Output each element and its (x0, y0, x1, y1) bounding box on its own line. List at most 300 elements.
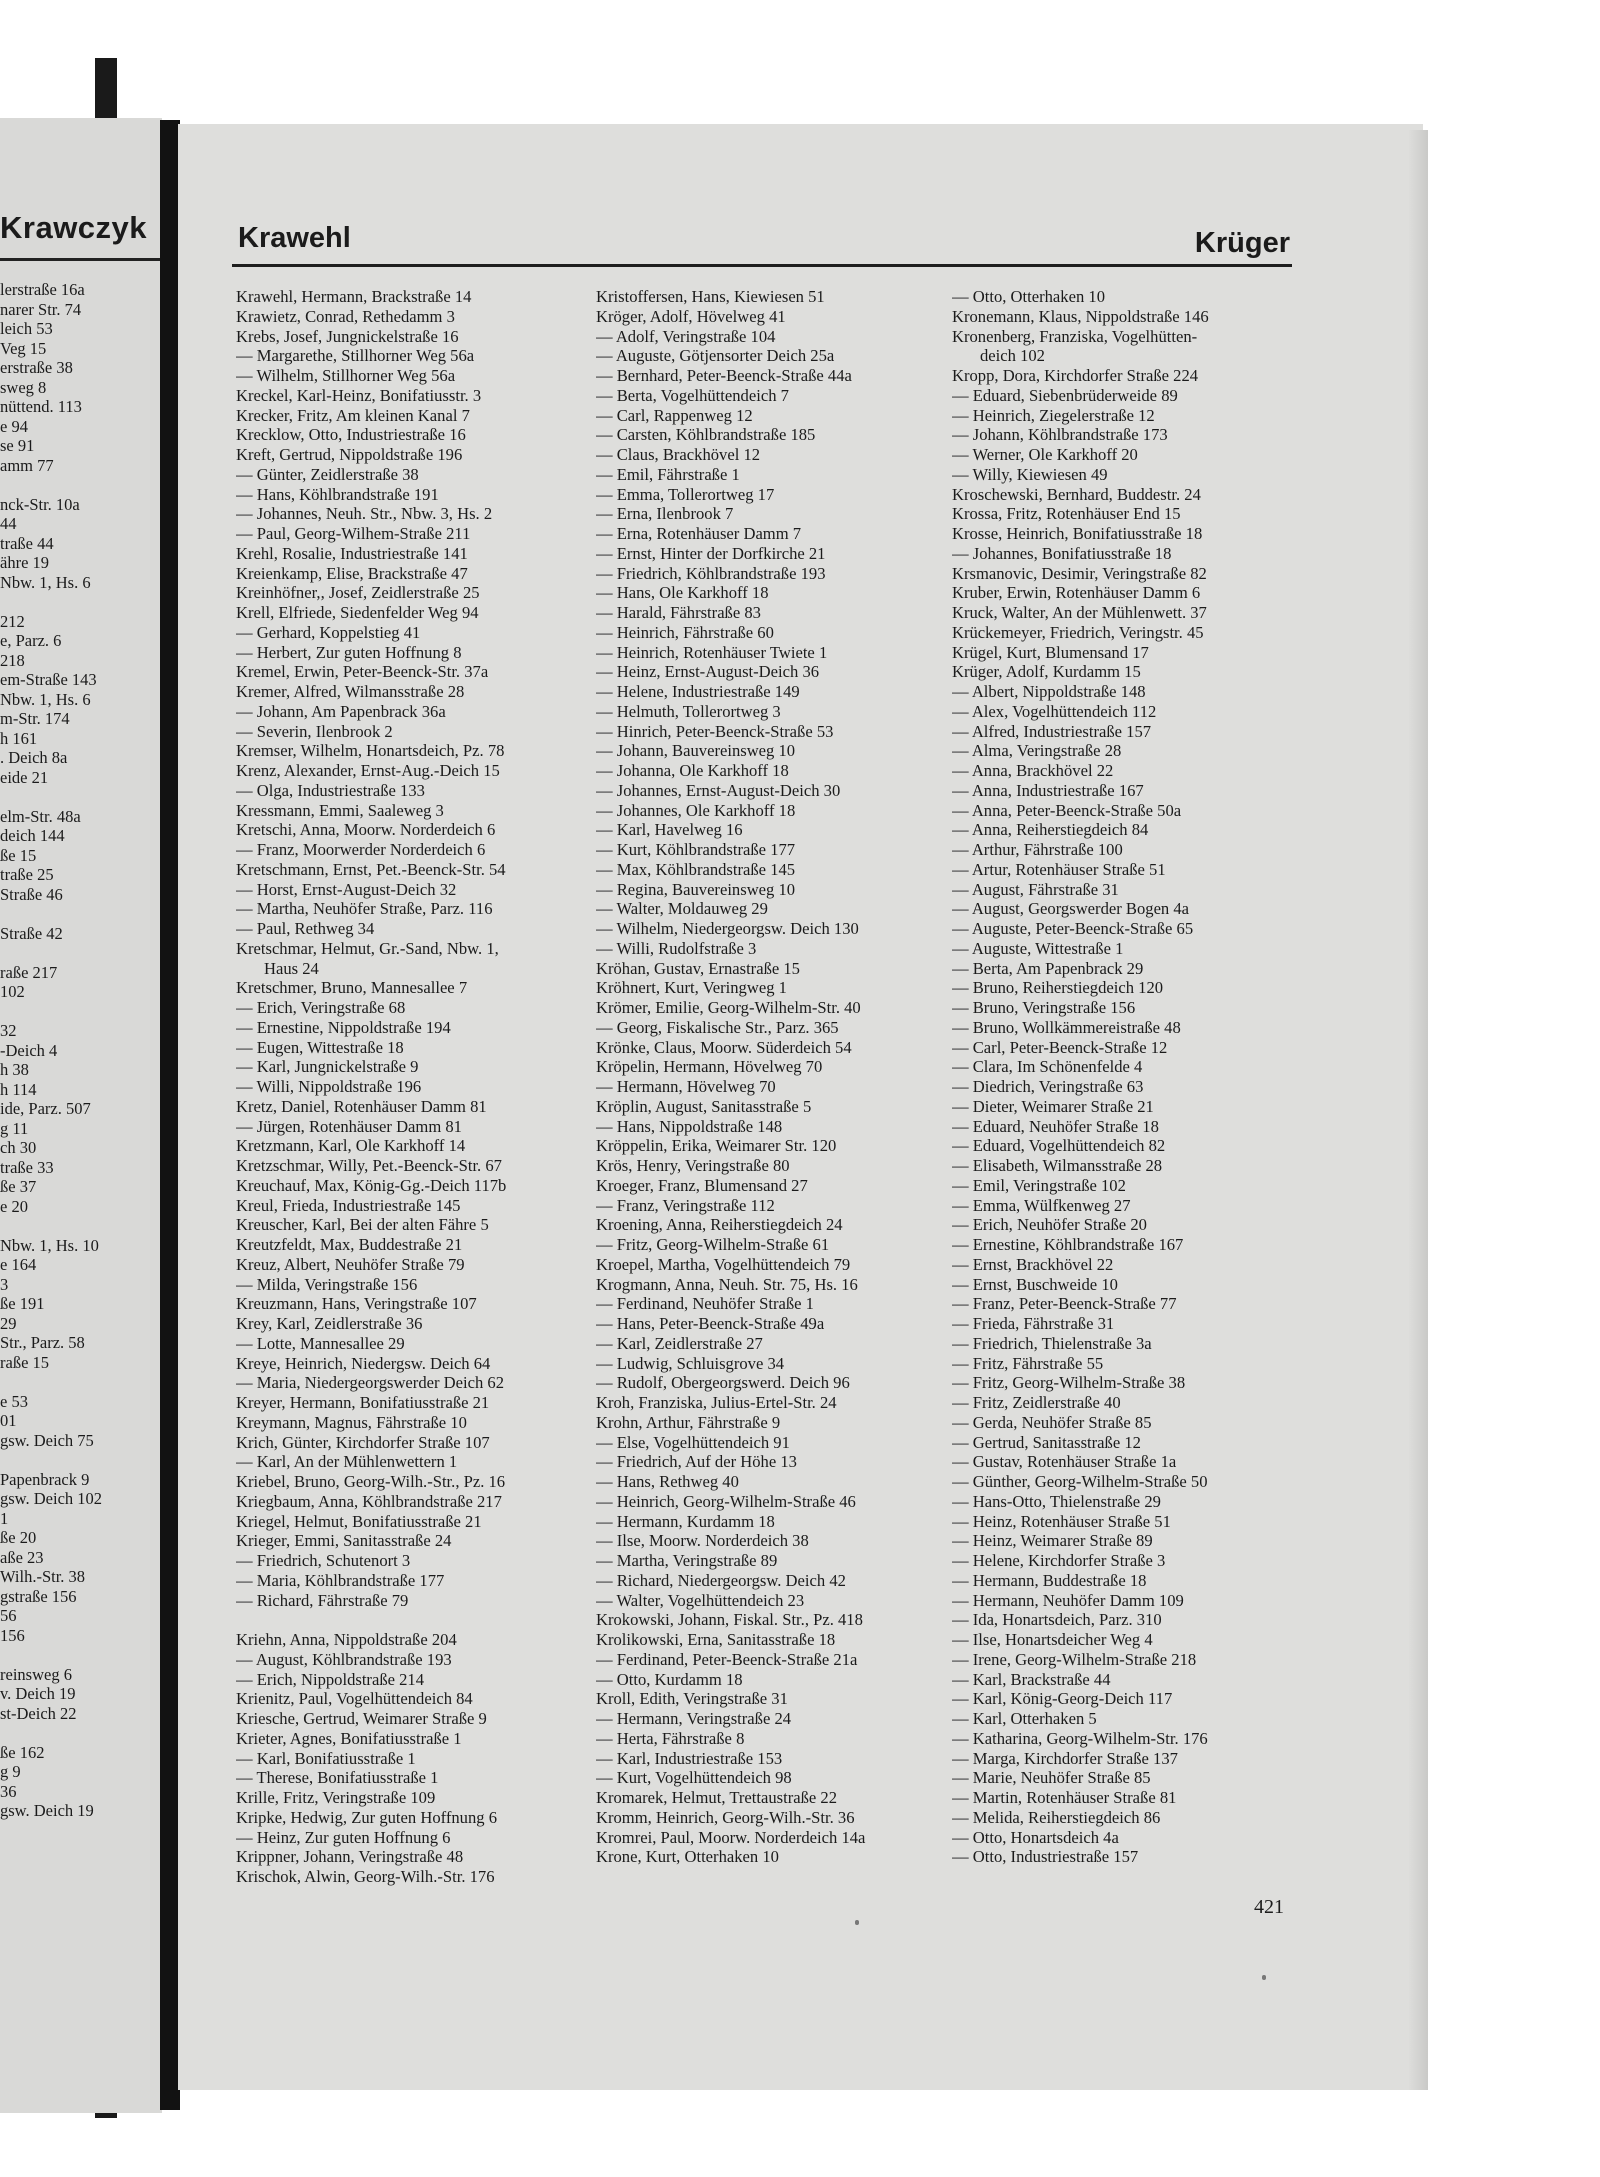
directory-entry: — Maria, Köhlbrandstraße 177 (236, 1570, 445, 1590)
directory-entry: — Johannes, Neuh. Str., Nbw. 3, Hs. 2 (236, 504, 493, 524)
directory-entry: — Otto, Industriestraße 157 (952, 1847, 1139, 1867)
directory-entry: — Karl, Zeidlerstraße 27 (596, 1333, 763, 1353)
directory-entry: — Walter, Moldauweg 29 (596, 899, 768, 919)
left-page-line: em-Straße 143 (0, 670, 97, 689)
directory-entry: — Erich, Neuhöfer Straße 20 (952, 1215, 1147, 1235)
left-page-line: ße 15 (0, 845, 37, 865)
directory-entry: — Anna, Brackhövel 22 (952, 761, 1114, 780)
directory-entry: Kroepel, Martha, Vogelhüttendeich 79 (596, 1254, 851, 1274)
left-page-line: nüttend. 113 (0, 397, 82, 416)
directory-entry: Krenz, Alexander, Ernst-Aug.-Deich 15 (236, 761, 500, 780)
left-page-line: 102 (0, 982, 25, 1001)
left-page-line (0, 1450, 102, 1470)
directory-entry: — Ferdinand, Peter-Beenck-Straße 21a (596, 1649, 858, 1669)
directory-entry: — Alfred, Industriestraße 157 (952, 721, 1152, 741)
directory-entry: Krsmanovic, Desimir, Veringstraße 82 (952, 563, 1207, 583)
directory-entry: — Hans-Otto, Thielenstraße 29 (952, 1491, 1161, 1511)
left-page-line: h 38 (0, 1060, 29, 1079)
directory-entry: — Johannes, Ernst-August-Deich 30 (596, 780, 841, 800)
directory-entry: Kretzmann, Karl, Ole Karkhoff 14 (236, 1136, 466, 1156)
directory-entry: — Walter, Vogelhüttendeich 23 (596, 1590, 805, 1610)
directory-entry: — Friedrich, Auf der Höhe 13 (596, 1452, 797, 1472)
directory-entry: Krügel, Kurt, Blumensand 17 (952, 642, 1149, 662)
directory-entry: Krosse, Heinrich, Bonifatiusstraße 18 (952, 524, 1203, 543)
directory-entry: Kretschmer, Bruno, Mannesallee 7 (236, 978, 468, 998)
directory-entry: — Karl, Industriestraße 153 (596, 1748, 783, 1768)
directory-entry: — Carl, Peter-Beenck-Straße 12 (952, 1037, 1168, 1057)
directory-entry: Kroening, Anna, Reiherstiegdeich 24 (596, 1215, 843, 1235)
directory-entry: — Emma, Wülfkenweg 27 (952, 1195, 1131, 1215)
directory-entry: Krieter, Agnes, Bonifatiusstraße 1 (236, 1728, 462, 1748)
directory-entry: — August, Georgswerder Bogen 4a (952, 899, 1190, 919)
directory-entry: — Herbert, Zur guten Hoffnung 8 (236, 642, 462, 662)
directory-entry: — Willi, Nippoldstraße 196 (236, 1077, 422, 1096)
directory-entry: — Fritz, Georg-Wilhelm-Straße 61 (596, 1235, 830, 1254)
directory-entry: Kreuscher, Karl, Bei der alten Fähre 5 (236, 1215, 489, 1235)
directory-entry: — Ernst, Hinter der Dorfkirche 21 (596, 543, 826, 563)
directory-entry: — Heinz, Rotenhäuser Straße 51 (952, 1511, 1171, 1531)
directory-entry: — Richard, Niedergeorgsw. Deich 42 (596, 1570, 846, 1590)
directory-entry: — Alma, Veringstraße 28 (952, 741, 1122, 761)
left-page-line: Nbw. 1, Hs. 10 (0, 1235, 99, 1255)
left-page-line: erstraße 38 (0, 358, 73, 377)
left-page-line: Straße 46 (0, 884, 63, 904)
directory-entry: — Gerda, Neuhöfer Straße 85 (952, 1412, 1152, 1432)
directory-entry: Krell, Elfriede, Siedenfelder Weg 94 (236, 603, 479, 622)
directory-entry: — Georg, Fiskalische Str., Parz. 365 (596, 1017, 839, 1037)
left-page-line (0, 787, 102, 807)
left-page-line: m-Str. 174 (0, 709, 70, 728)
directory-entry: Kreienkamp, Elise, Brackstraße 47 (236, 563, 468, 583)
left-page-line: ße 37 (0, 1177, 37, 1196)
directory-entry: — Hermann, Neuhöfer Damm 109 (952, 1590, 1184, 1610)
left-page-line: e 94 (0, 416, 28, 436)
directory-entry: — Ilse, Honartsdeicher Weg 4 (952, 1630, 1153, 1649)
directory-entry: — Paul, Georg-Wilhem-Straße 211 (236, 524, 471, 543)
directory-entry: — Max, Köhlbrandstraße 145 (596, 859, 796, 879)
directory-entry: — Olga, Industriestraße 133 (236, 780, 425, 800)
directory-entry: — Marie, Neuhöfer Straße 85 (952, 1768, 1151, 1788)
left-page-line: 32 (0, 1021, 17, 1040)
directory-entry: Krogmann, Anna, Neuh. Str. 75, Hs. 16 (596, 1274, 858, 1294)
left-page-line (0, 1216, 102, 1236)
left-page-line: ähre 19 (0, 553, 50, 572)
left-page-line: st-Deich 22 (0, 1703, 77, 1723)
directory-entry: Krohn, Arthur, Fährstraße 9 (596, 1412, 781, 1432)
directory-entry: — Fritz, Zeidlerstraße 40 (952, 1393, 1121, 1412)
directory-entry: Kreyer, Hermann, Bonifatiusstraße 21 (236, 1393, 490, 1412)
directory-entry: — Gerhard, Koppelstieg 41 (236, 622, 421, 642)
entry-spacer (236, 1610, 608, 1630)
directory-entry: — Günter, Zeidlerstraße 38 (236, 464, 419, 484)
directory-entry: — Johannes, Ole Karkhoff 18 (596, 800, 796, 820)
directory-entry: — Therese, Bonifatiusstraße 1 (236, 1768, 439, 1788)
left-page-line: -Deich 4 (0, 1040, 58, 1060)
directory-entry: Kreuz, Albert, Neuhöfer Straße 79 (236, 1254, 465, 1274)
left-page-line (0, 1372, 102, 1392)
directory-entry: — Eugen, Wittestraße 18 (236, 1037, 404, 1057)
directory-entry: — Heinz, Zur guten Hoffnung 6 (236, 1827, 451, 1847)
directory-entry: — Fritz, Georg-Wilhelm-Straße 38 (952, 1373, 1186, 1393)
left-page-line: traße 44 (0, 533, 54, 553)
directory-entry: Kripke, Hedwig, Zur guten Hoffnung 6 (236, 1807, 497, 1827)
left-page-line: ide, Parz. 507 (0, 1099, 91, 1118)
directory-column-3 (952, 287, 1324, 1867)
directory-entry: Krückemeyer, Friedrich, Veringstr. 45 (952, 622, 1204, 642)
directory-entry: — Werner, Ole Karkhoff 20 (952, 445, 1138, 464)
directory-entry: — Hinrich, Peter-Beenck-Straße 53 (596, 721, 834, 741)
directory-entry: — Karl, Bonifatiusstraße 1 (236, 1748, 416, 1768)
directory-entry: — Harald, Fährstraße 83 (596, 603, 761, 622)
directory-entry: Kristoffersen, Hans, Kiewiesen 51 (596, 287, 825, 306)
directory-entry: — Kurt, Köhlbrandstraße 177 (596, 840, 796, 859)
directory-column-1 (236, 287, 608, 1887)
directory-entry: — Horst, Ernst-August-Deich 32 (236, 879, 457, 899)
directory-entry: Krehl, Rosalie, Industriestraße 141 (236, 543, 468, 563)
directory-entry: — Fritz, Fährstraße 55 (952, 1353, 1104, 1373)
directory-entry: Kröpelin, Hermann, Hövelweg 70 (596, 1057, 823, 1077)
directory-entry: Kronenberg, Franziska, Vogelhütten- (952, 326, 1198, 346)
directory-entry: Kriebel, Bruno, Georg-Wilh.-Str., Pz. 16 (236, 1472, 506, 1491)
left-page-line (0, 943, 102, 963)
directory-entry: — Heinrich, Georg-Wilhelm-Straße 46 (596, 1491, 856, 1511)
directory-entry: — Hermann, Hövelweg 70 (596, 1077, 776, 1096)
left-page-line (0, 1723, 102, 1743)
directory-entry: Kreutzfeldt, Max, Buddestraße 21 (236, 1235, 463, 1254)
directory-entry: Krone, Kurt, Otterhaken 10 (596, 1847, 779, 1867)
left-page-line (0, 1002, 102, 1022)
left-page-line: 44 (0, 514, 17, 533)
left-page-line: narer Str. 74 (0, 299, 82, 319)
directory-entry: Kremel, Erwin, Peter-Beenck-Str. 37a (236, 662, 489, 682)
left-page-line: 29 (0, 1313, 17, 1333)
left-page-line (0, 904, 102, 924)
directory-entry: Kröplin, August, Sanitasstraße 5 (596, 1096, 812, 1116)
left-page-line: 3 (0, 1274, 9, 1294)
page-edge-shadow (1408, 130, 1428, 2090)
left-page-line: e 164 (0, 1255, 37, 1274)
left-page-line: 1 (0, 1508, 9, 1528)
left-page-line: nck-Str. 10a (0, 494, 80, 514)
directory-entry: — Heinrich, Ziegelerstraße 12 (952, 405, 1155, 425)
directory-entry: — Frieda, Fährstraße 31 (952, 1314, 1115, 1333)
left-page-line: Nbw. 1, Hs. 6 (0, 572, 91, 592)
directory-entry: Krömer, Emilie, Georg-Wilhelm-Str. 40 (596, 998, 861, 1017)
left-page-line: e, Parz. 6 (0, 631, 62, 650)
directory-entry: — August, Fährstraße 31 (952, 879, 1119, 899)
page-gutter (160, 120, 180, 2110)
directory-entry: — Marga, Kirchdorfer Straße 137 (952, 1748, 1178, 1768)
header-rule (232, 264, 1292, 267)
directory-entry: Kretschi, Anna, Moorw. Norderdeich 6 (236, 820, 496, 840)
directory-entry: — Auguste, Götjensorter Deich 25a (596, 346, 835, 366)
left-page-header-rule (0, 258, 160, 261)
directory-entry: — Carsten, Köhlbrandstraße 185 (596, 425, 816, 445)
left-page-line: gsw. Deich 102 (0, 1489, 103, 1508)
directory-entry: — Margarethe, Stillhorner Weg 56a (236, 346, 475, 366)
directory-entry: Krey, Karl, Zeidlerstraße 36 (236, 1314, 423, 1333)
directory-entry: — Ernestine, Köhlbrandstraße 167 (952, 1235, 1184, 1254)
directory-entry: — Anna, Peter-Beenck-Straße 50a (952, 800, 1182, 820)
directory-column-2 (596, 287, 968, 1867)
left-page-line: traße 25 (0, 865, 54, 884)
left-page-running-head: Krawczyk (0, 210, 148, 245)
directory-entry: — Gustav, Rotenhäuser Straße 1a (952, 1452, 1177, 1472)
directory-entry: Kromarek, Helmut, Trettaustraße 22 (596, 1788, 838, 1807)
directory-entry-continuation: deich 102 (980, 346, 1045, 366)
directory-entry: — Otto, Kurdamm 18 (596, 1669, 743, 1689)
directory-entry: — Willy, Kiewiesen 49 (952, 464, 1108, 484)
directory-entry: Kromm, Heinrich, Georg-Wilh.-Str. 36 (596, 1807, 855, 1827)
directory-entry: — Otto, Otterhaken 10 (952, 287, 1105, 306)
directory-entry: Krüger, Adolf, Kurdamm 15 (952, 662, 1141, 682)
directory-entry: Kreye, Heinrich, Niedergsw. Deich 64 (236, 1353, 491, 1373)
directory-entry: — Katharina, Georg-Wilhelm-Str. 176 (952, 1728, 1208, 1748)
left-page-line (0, 592, 102, 612)
directory-entry: Kremser, Wilhelm, Honartsdeich, Pz. 78 (236, 741, 505, 761)
directory-entry: — Rudolf, Obergeorgswerd. Deich 96 (596, 1373, 850, 1393)
directory-entry: — Franz, Peter-Beenck-Straße 77 (952, 1294, 1177, 1314)
directory-entry: — Martha, Veringstraße 89 (596, 1551, 778, 1570)
directory-entry: Krieger, Emmi, Sanitasstraße 24 (236, 1531, 452, 1551)
directory-entry: — Gertrud, Sanitasstraße 12 (952, 1432, 1141, 1452)
left-page-line: se 91 (0, 436, 35, 455)
left-page-line: gsw. Deich 19 (0, 1801, 94, 1820)
left-page-line: e 20 (0, 1196, 28, 1216)
directory-entry: — Günther, Georg-Wilhelm-Straße 50 (952, 1472, 1208, 1491)
directory-entry: — Wilhelm, Niedergeorgsw. Deich 130 (596, 919, 859, 938)
directory-entry: Kreul, Frieda, Industriestraße 145 (236, 1195, 461, 1215)
ink-speck (1262, 1975, 1266, 1980)
ink-speck (855, 1920, 859, 1925)
left-page-line: Wilh.-Str. 38 (0, 1567, 86, 1586)
left-page-line: raße 15 (0, 1352, 50, 1372)
directory-entry: Krolikowski, Erna, Sanitasstraße 18 (596, 1630, 836, 1649)
directory-entry: — Maria, Niedergeorgswerder Deich 62 (236, 1373, 505, 1393)
directory-entry: — Willi, Rudolfstraße 3 (596, 938, 757, 958)
directory-entry: — Emma, Tollerortweg 17 (596, 484, 775, 504)
left-page-line: elm-Str. 48a (0, 806, 81, 826)
directory-entry: Kreymann, Magnus, Fährstraße 10 (236, 1412, 467, 1432)
directory-entry: — August, Köhlbrandstraße 193 (236, 1649, 452, 1669)
directory-entry: Kriegbaum, Anna, Köhlbrandstraße 217 (236, 1491, 502, 1511)
directory-entry: — Auguste, Wittestraße 1 (952, 938, 1124, 958)
directory-entry: — Eduard, Neuhöfer Straße 18 (952, 1116, 1159, 1136)
directory-entry: — Johann, Köhlbrandstraße 173 (952, 425, 1168, 445)
directory-entry: — Severin, Ilenbrook 2 (236, 721, 393, 741)
directory-entry: — Jürgen, Rotenhäuser Damm 81 (236, 1116, 462, 1136)
directory-entry: — Karl, Jungnickelstraße 9 (236, 1057, 419, 1077)
left-page-line: ße 191 (0, 1294, 45, 1313)
left-page-line: e 53 (0, 1391, 28, 1411)
left-page-line: . Deich 8a (0, 748, 68, 767)
left-page-text-column (0, 280, 102, 1821)
directory-entry: — Erna, Ilenbrook 7 (596, 504, 734, 524)
directory-entry: — Claus, Brackhövel 12 (596, 445, 761, 464)
directory-entry: — Bruno, Wollkämmereistraße 48 (952, 1017, 1181, 1037)
left-page-line: traße 33 (0, 1157, 54, 1177)
directory-entry: — Wilhelm, Stillhorner Weg 56a (236, 366, 456, 385)
left-page-line: ch 30 (0, 1138, 37, 1157)
directory-entry: — Karl, König-Georg-Deich 117 (952, 1689, 1173, 1709)
directory-entry: Kromrei, Paul, Moorw. Norderdeich 14a (596, 1827, 866, 1847)
directory-entry: Krille, Fritz, Veringstraße 109 (236, 1788, 436, 1807)
directory-entry: Kröger, Adolf, Hövelweg 41 (596, 306, 786, 326)
directory-entry: — Karl, An der Mühlenwettern 1 (236, 1452, 458, 1472)
directory-entry: — Regina, Bauvereinsweg 10 (596, 879, 796, 899)
directory-entry: — Bernhard, Peter-Beenck-Straße 44a (596, 366, 852, 385)
directory-entry: — Emil, Fährstraße 1 (596, 464, 740, 484)
running-head-first-entry: Krawehl (238, 222, 351, 254)
left-page-line: amm 77 (0, 455, 54, 475)
directory-entry: — Heinrich, Fährstraße 60 (596, 622, 774, 642)
directory-entry: — Anna, Industriestraße 167 (952, 780, 1144, 800)
directory-entry: — Ludwig, Schluisgrove 34 (596, 1353, 785, 1373)
directory-entry: — Lotte, Mannesallee 29 (236, 1333, 405, 1353)
directory-entry: Kretschmar, Helmut, Gr.-Sand, Nbw. 1, (236, 938, 499, 958)
directory-entry: — Johann, Bauvereinsweg 10 (596, 741, 796, 761)
directory-entry: Kriehn, Anna, Nippoldstraße 204 (236, 1630, 457, 1649)
left-page-line: 01 (0, 1411, 17, 1430)
directory-entry: Krös, Henry, Veringstraße 80 (596, 1156, 790, 1175)
directory-entry: — Diedrich, Veringstraße 63 (952, 1077, 1144, 1096)
directory-entry: Krich, Günter, Kirchdorfer Straße 107 (236, 1432, 490, 1452)
left-page-line: Straße 42 (0, 923, 63, 943)
directory-entry: — Melida, Reiherstiegdeich 86 (952, 1807, 1161, 1827)
directory-entry: — Richard, Fährstraße 79 (236, 1590, 409, 1610)
directory-entry: — Dieter, Weimarer Straße 21 (952, 1096, 1154, 1116)
directory-entry: — Eduard, Vogelhüttendeich 82 (952, 1136, 1166, 1156)
directory-entry: — Adolf, Veringstraße 104 (596, 326, 776, 346)
directory-entry: Krönke, Claus, Moorw. Süderdeich 54 (596, 1037, 852, 1057)
directory-entry: — Artur, Rotenhäuser Straße 51 (952, 859, 1166, 879)
directory-entry: Kroeger, Franz, Blumensand 27 (596, 1175, 808, 1195)
directory-entry: Kriesche, Gertrud, Weimarer Straße 9 (236, 1709, 487, 1728)
left-page-line: 36 (0, 1781, 17, 1801)
directory-entry: Kreft, Gertrud, Nippoldstraße 196 (236, 445, 463, 464)
directory-entry: — Herta, Fährstraße 8 (596, 1728, 745, 1748)
directory-entry: — Hans, Peter-Beenck-Straße 49a (596, 1314, 825, 1333)
directory-entry: Kröhnert, Kurt, Veringweg 1 (596, 978, 787, 998)
running-head-last-entry: Krüger (1194, 227, 1290, 259)
left-page-line: reinsweg 6 (0, 1664, 72, 1684)
directory-entry: — Berta, Am Papenbrack 29 (952, 958, 1144, 978)
directory-entry: — Helene, Industriestraße 149 (596, 682, 800, 701)
directory-entry: Krawietz, Conrad, Rethedamm 3 (236, 306, 455, 326)
directory-entry: — Heinz, Weimarer Straße 89 (952, 1531, 1153, 1551)
directory-entry: — Eduard, Siebenbrüderweide 89 (952, 385, 1178, 405)
directory-entry: Kriegel, Helmut, Bonifatiusstraße 21 (236, 1511, 482, 1531)
directory-entry: — Hermann, Veringstraße 24 (596, 1709, 792, 1728)
directory-entry: Kröppelin, Erika, Weimarer Str. 120 (596, 1136, 837, 1156)
directory-entry: — Ida, Honartsdeich, Parz. 310 (952, 1610, 1162, 1630)
directory-entry: Kreinhöfner,, Josef, Zeidlerstraße 25 (236, 583, 480, 603)
directory-entry: — Karl, Havelweg 16 (596, 820, 743, 840)
left-page-line: g 9 (0, 1762, 21, 1781)
directory-entry: — Johannes, Bonifatiusstraße 18 (952, 543, 1172, 563)
directory-entry: Kreuzmann, Hans, Veringstraße 107 (236, 1294, 477, 1314)
directory-entry: Kretschmann, Ernst, Pet.-Beenck-Str. 54 (236, 859, 506, 879)
directory-entry: — Karl, Brackstraße 44 (952, 1669, 1111, 1689)
left-page-line: 156 (0, 1625, 25, 1645)
directory-entry: — Paul, Rethweg 34 (236, 919, 375, 938)
directory-entry: — Elisabeth, Wilmansstraße 28 (952, 1156, 1163, 1175)
left-page-line: gsw. Deich 75 (0, 1430, 94, 1450)
directory-entry: Kroll, Edith, Veringstraße 31 (596, 1689, 788, 1709)
directory-entry: — Heinz, Ernst-August-Deich 36 (596, 662, 820, 682)
directory-entry: — Carl, Rappenweg 12 (596, 405, 753, 425)
directory-entry: — Kurt, Vogelhüttendeich 98 (596, 1768, 792, 1788)
directory-entry: — Martin, Rotenhäuser Straße 81 (952, 1788, 1177, 1807)
directory-entry: Krischok, Alwin, Georg-Wilh.-Str. 176 (236, 1867, 495, 1886)
left-page-line: h 114 (0, 1079, 37, 1099)
directory-entry: Kronemann, Klaus, Nippoldstraße 146 (952, 306, 1209, 326)
directory-entry: — Alex, Vogelhüttendeich 112 (952, 701, 1157, 721)
left-page-line (0, 475, 102, 495)
left-page-line: aße 23 (0, 1547, 44, 1567)
left-page-line (0, 1645, 102, 1665)
directory-entry: — Hermann, Buddestraße 18 (952, 1570, 1147, 1590)
directory-entry: Krecker, Fritz, Am kleinen Kanal 7 (236, 405, 470, 425)
left-page-line: sweg 8 (0, 377, 47, 397)
directory-entry: Kroh, Franziska, Julius-Ertel-Str. 24 (596, 1393, 837, 1412)
left-page-line: eide 21 (0, 767, 49, 787)
directory-entry: — Johann, Am Papenbrack 36a (236, 701, 446, 721)
directory-entry: — Milda, Veringstraße 156 (236, 1274, 418, 1294)
directory-entry: — Johanna, Ole Karkhoff 18 (596, 761, 789, 780)
directory-entry: — Irene, Georg-Wilhelm-Straße 218 (952, 1649, 1197, 1669)
directory-entry: Krawehl, Hermann, Brackstraße 14 (236, 287, 472, 306)
directory-entry: — Anna, Reiherstiegdeich 84 (952, 820, 1149, 840)
left-page-line: raße 217 (0, 962, 58, 982)
left-page-fragment (0, 118, 162, 2113)
directory-entry-continuation: Haus 24 (264, 958, 319, 978)
directory-entry: — Ernestine, Nippoldstraße 194 (236, 1017, 451, 1037)
directory-entry: — Heinrich, Rotenhäuser Twiete 1 (596, 642, 828, 662)
left-page-line: gstraße 156 (0, 1586, 77, 1606)
directory-entry: — Franz, Moorwerder Norderdeich 6 (236, 840, 486, 859)
directory-entry: Krienitz, Paul, Vogelhüttendeich 84 (236, 1689, 473, 1709)
directory-entry: — Clara, Im Schönenfelde 4 (952, 1057, 1143, 1077)
directory-entry: — Friedrich, Schutenort 3 (236, 1551, 411, 1570)
directory-entry: Kroschewski, Bernhard, Buddestr. 24 (952, 484, 1201, 504)
directory-entry: — Bruno, Reiherstiegdeich 120 (952, 978, 1164, 998)
directory-entry: — Helmuth, Tollerortweg 3 (596, 701, 781, 721)
directory-entry: — Else, Vogelhüttendeich 91 (596, 1432, 790, 1452)
directory-entry: Kreuchauf, Max, König-Gg.-Deich 117b (236, 1175, 507, 1195)
directory-entry: — Hans, Nippoldstraße 148 (596, 1116, 783, 1136)
left-page-line: 212 (0, 611, 25, 631)
directory-entry: — Ernst, Brackhövel 22 (952, 1254, 1114, 1274)
directory-entry: Kremer, Alfred, Wilmansstraße 28 (236, 682, 465, 701)
page-number: 421 (1254, 1896, 1284, 1918)
directory-entry: — Friedrich, Köhlbrandstraße 193 (596, 563, 826, 583)
directory-entry: — Martha, Neuhöfer Straße, Parz. 116 (236, 899, 493, 919)
directory-entry: — Otto, Honartsdeich 4a (952, 1827, 1119, 1847)
directory-entry: — Emil, Veringstraße 102 (952, 1175, 1126, 1195)
left-page-line: lerstraße 16a (0, 280, 85, 299)
directory-entry: — Auguste, Peter-Beenck-Straße 65 (952, 919, 1194, 938)
directory-entry: — Erna, Rotenhäuser Damm 7 (596, 524, 802, 543)
directory-entry: Krecklow, Otto, Industriestraße 16 (236, 425, 466, 445)
directory-entry: Kröhan, Gustav, Ernastraße 15 (596, 958, 800, 978)
left-page-line: ße 162 (0, 1742, 45, 1762)
directory-entry: — Ferdinand, Neuhöfer Straße 1 (596, 1294, 814, 1314)
directory-entry: — Arthur, Fährstraße 100 (952, 840, 1123, 859)
left-page-line: Str., Parz. 58 (0, 1333, 85, 1352)
directory-entry: Krippner, Johann, Veringstraße 48 (236, 1847, 464, 1867)
left-page-line: h 161 (0, 728, 38, 748)
